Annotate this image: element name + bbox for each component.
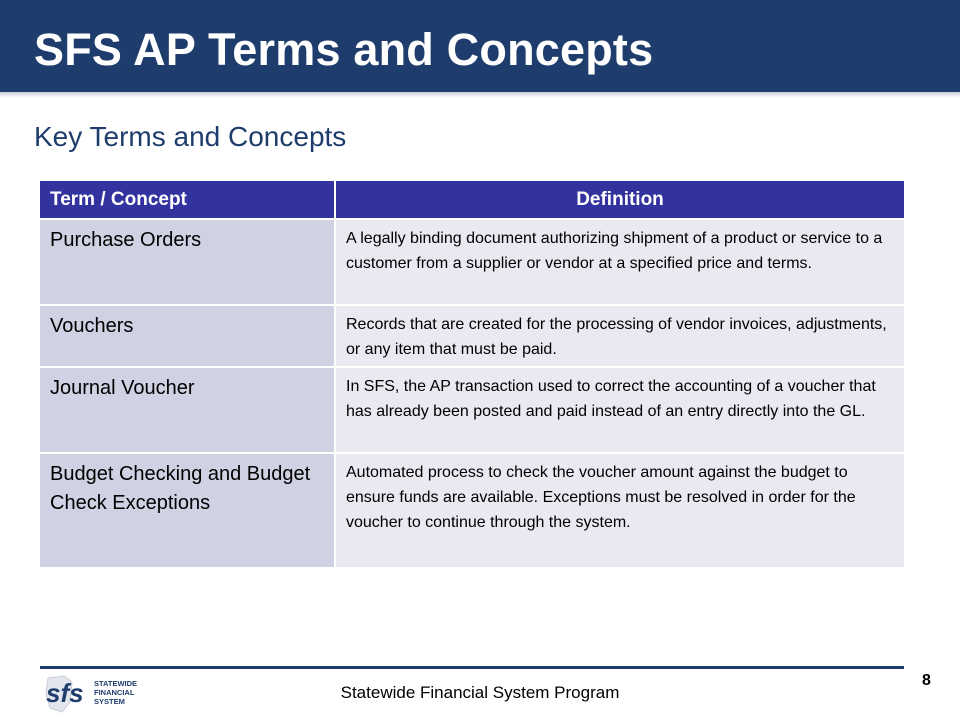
definition-cell: Records that are created for the processing of vendor invoices, adjustments, or any item that must be paid. bbox=[335, 305, 904, 367]
term-cell: Journal Voucher bbox=[40, 367, 335, 453]
title-bar-shadow bbox=[0, 92, 960, 98]
logo-word-3: SYSTEM bbox=[94, 697, 125, 706]
term-cell: Budget Checking and Budget Check Exceptions bbox=[40, 453, 335, 567]
table-row bbox=[40, 305, 904, 367]
definition-cell: Automated process to check the voucher amount against the budget to ensure funds are available. Exceptions must be resolved in order for the voucher to continue through the system. bbox=[335, 453, 904, 567]
definition-cell: A legally binding document authorizing shipment of a product or service to a customer from a supplier or vendor at a specified price and terms. bbox=[335, 219, 904, 305]
table-row bbox=[40, 453, 904, 567]
footer-divider bbox=[40, 666, 904, 669]
slide-title: SFS AP Terms and Concepts bbox=[34, 24, 654, 75]
page-number: 8 bbox=[922, 672, 931, 689]
table-header-row bbox=[40, 181, 904, 219]
logo-mark: sfs bbox=[46, 678, 84, 708]
footer-program-name: Statewide Financial System Program bbox=[340, 683, 620, 702]
terms-table bbox=[40, 181, 904, 567]
logo-word-2: FINANCIAL bbox=[94, 688, 135, 697]
term-cell: Purchase Orders bbox=[40, 219, 335, 305]
header-definition: Definition bbox=[335, 181, 904, 219]
logo-word-1: STATEWIDE bbox=[94, 679, 138, 688]
slide-subtitle: Key Terms and Concepts bbox=[34, 121, 347, 152]
definition-cell: In SFS, the AP transaction used to correct the accounting of a voucher that has already been posted and paid instead of an entry directly into the GL. bbox=[335, 367, 904, 453]
term-cell: Vouchers bbox=[40, 305, 335, 367]
table-row bbox=[40, 219, 904, 305]
table-row bbox=[40, 367, 904, 453]
header-term: Term / Concept bbox=[40, 181, 335, 219]
